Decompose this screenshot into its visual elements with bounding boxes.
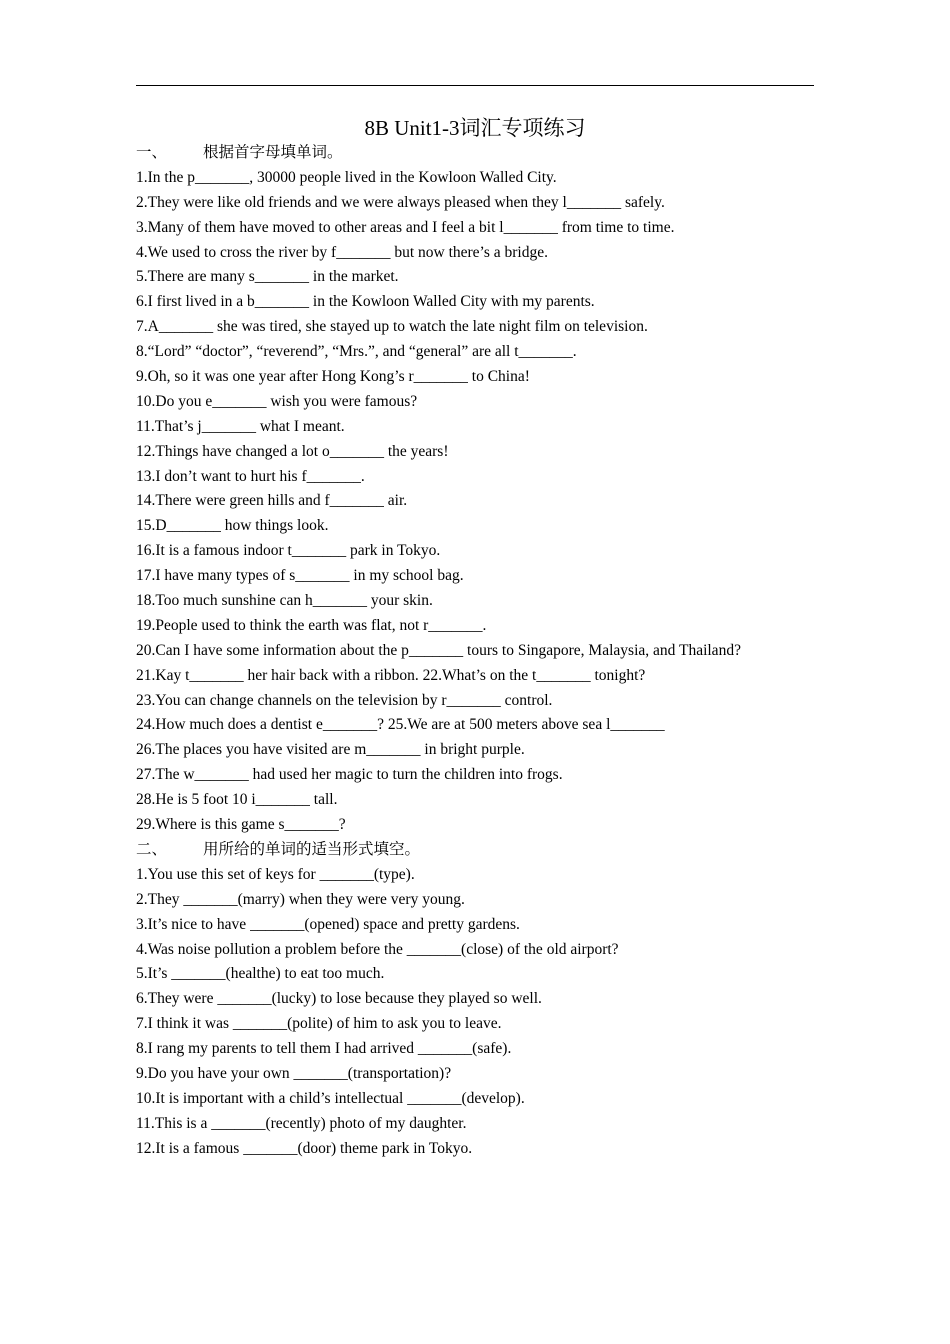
section-2-item: 3.It’s nice to have _______(opened) space and pretty gardens.: [136, 915, 520, 933]
section-1-item: 8.“Lord” “doctor”, “reverend”, “Mrs.”, and “general” are all t_______.: [136, 343, 577, 361]
section-1-item: 15.D_______ how things look.: [136, 517, 329, 535]
section-2-item: 5.It’s _______(healthe) to eat too much.: [136, 965, 385, 983]
section-2-heading: [136, 838, 836, 863]
section-1-title: 根据首字母填单词。: [203, 144, 343, 161]
section-2-item: 10.It is important with a child’s intellectual _______(develop).: [136, 1089, 525, 1107]
section-1-item: 3.Many of them have moved to other areas and I feel a bit l_______ from time to time.: [136, 218, 675, 236]
section-2-item: 2.They _______(marry) when they were very young.: [136, 890, 465, 908]
section-2-item: 6.They were _______(lucky) to lose because they played so well.: [136, 990, 542, 1008]
section-2-item: 12.It is a famous _______(door) theme park in Tokyo.: [136, 1139, 473, 1157]
section-1-item: 26.The places you have visited are m_______ in bright purple.: [136, 741, 525, 759]
section-1-item: 17.I have many types of s_______ in my school bag.: [136, 567, 464, 585]
worksheet-body: [136, 141, 836, 1162]
section-1-item: 16.It is a famous indoor t_______ park in Tokyo.: [136, 542, 441, 560]
section-2-title: 用所给的单词的适当形式填空。: [203, 840, 421, 858]
page-title: 8B Unit1-3词汇专项练习: [364, 116, 586, 140]
section-1-item: 2.They were like old friends and we were always pleased when they l_______ safely.: [136, 193, 665, 211]
section-1-heading: [136, 141, 836, 166]
section-2-list: [136, 863, 836, 1162]
section-2-item: 4.Was noise pollution a problem before the _______(close) of the old airport?: [136, 940, 619, 958]
section-1-item: 12.Things have changed a lot o_______ the years!: [136, 442, 449, 460]
section-1-item: 29.Where is this game s_______?: [136, 816, 346, 834]
section-2-item: 9.Do you have your own _______(transportation)?: [136, 1064, 452, 1082]
header-rule: [136, 85, 814, 86]
section-1-item: 1.In the p_______, 30000 people lived in the Kowloon Walled City.: [136, 168, 557, 186]
section-1-item: 4.We used to cross the river by f_______ but now there’s a bridge.: [136, 243, 548, 261]
section-1-item: 6.I first lived in a b_______ in the Kowloon Walled City with my parents.: [136, 293, 595, 311]
section-2-number: 二、: [136, 840, 168, 858]
section-1-item: 10.Do you e_______ wish you were famous?: [136, 392, 418, 410]
section-1-item: 9.Oh, so it was one year after Hong Kong’s r_______ to China!: [136, 368, 530, 386]
section-1-item: 21.Kay t_______ her hair back with a ribbon. 22.What’s on the t_______ tonight?: [136, 666, 646, 684]
section-2-item: 7.I think it was _______(polite) of him to ask you to leave.: [136, 1015, 502, 1033]
section-2-item: 11.This is a _______(recently) photo of my daughter.: [136, 1114, 467, 1132]
section-1-list: [136, 166, 836, 838]
section-1-item: 11.That’s j_______ what I meant.: [136, 417, 345, 435]
section-1-item: 18.Too much sunshine can h_______ your skin.: [136, 592, 433, 610]
section-1-item: 28.He is 5 foot 10 i_______ tall.: [136, 791, 338, 809]
section-1-item: 7.A_______ she was tired, she stayed up to watch the late night film on television.: [136, 318, 648, 336]
section-2-item: 8.I rang my parents to tell them I had arrived _______(safe).: [136, 1040, 512, 1058]
section-1-item: 14.There were green hills and f_______ air.: [136, 492, 408, 510]
section-2-item: 1.You use this set of keys for _______(type).: [136, 865, 415, 883]
section-1-number: 一、: [136, 144, 168, 161]
section-1-item: 27.The w_______ had used her magic to turn the children into frogs.: [136, 766, 563, 784]
section-1-item: 23.You can change channels on the television by r_______ control.: [136, 691, 553, 709]
section-1-item: 5.There are many s_______ in the market.: [136, 268, 399, 286]
section-1-item: 20.Can I have some information about the p_______ tours to Singapore, Malaysia, and Thailand?: [136, 641, 741, 659]
section-1-item: 24.How much does a dentist e_______? 25.We are at 500 meters above sea l_______: [136, 716, 665, 734]
section-1-item: 13.I don’t want to hurt his f_______.: [136, 467, 365, 485]
section-1-item: 19.People used to think the earth was flat, not r_______.: [136, 616, 487, 634]
